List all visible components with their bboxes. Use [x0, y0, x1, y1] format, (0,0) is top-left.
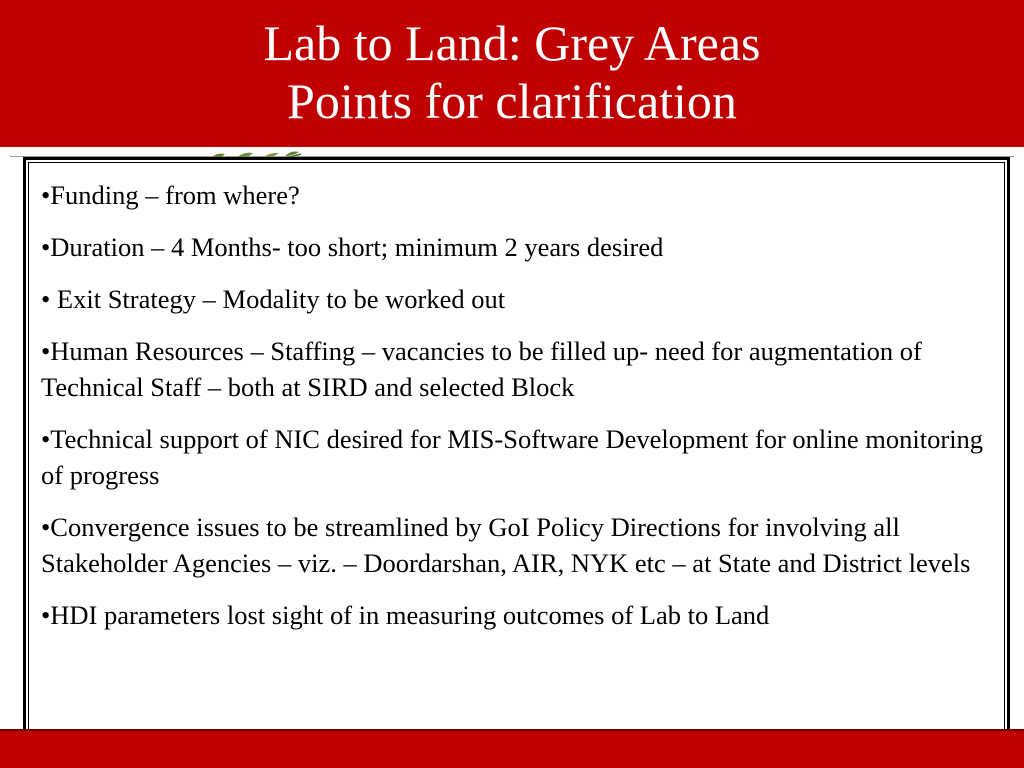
title-line-1: Lab to Land: Grey Areas	[263, 15, 761, 71]
bullet-convergence: •Convergence issues to be streamlined by GoI Policy Directions for involving all Stakeholder Agencies – viz. – Doordarshan, AIR, NYK etc – at State and District levels	[41, 512, 971, 578]
bullet-hdi-parameters: •HDI parameters lost sight of in measuring outcomes of Lab to Land	[41, 600, 770, 630]
footer-band	[0, 729, 1024, 768]
bullet-human-resources: •Human Resources – Staffing – vacancies to be filled up- need for augmentation of Technical Staff – both at SIRD and selected Block	[41, 336, 922, 402]
content-box	[23, 157, 1010, 729]
slide-title	[0, 14, 1024, 130]
bullet-list	[41, 177, 1001, 649]
bullet-duration: •Duration – 4 Months- too short; minimum 2 years desired	[41, 232, 664, 262]
content-inner-border	[28, 162, 1005, 729]
bullet-exit-strategy: • Exit Strategy – Modality to be worked out	[41, 284, 506, 314]
bullet-funding: •Funding – from where?	[41, 180, 300, 210]
header-band	[0, 0, 1024, 147]
bullet-technical-support: •Technical support of NIC desired for MIS-Software Development for online monitoring of progress	[41, 424, 984, 490]
title-line-2: Points for clarification	[287, 73, 737, 129]
